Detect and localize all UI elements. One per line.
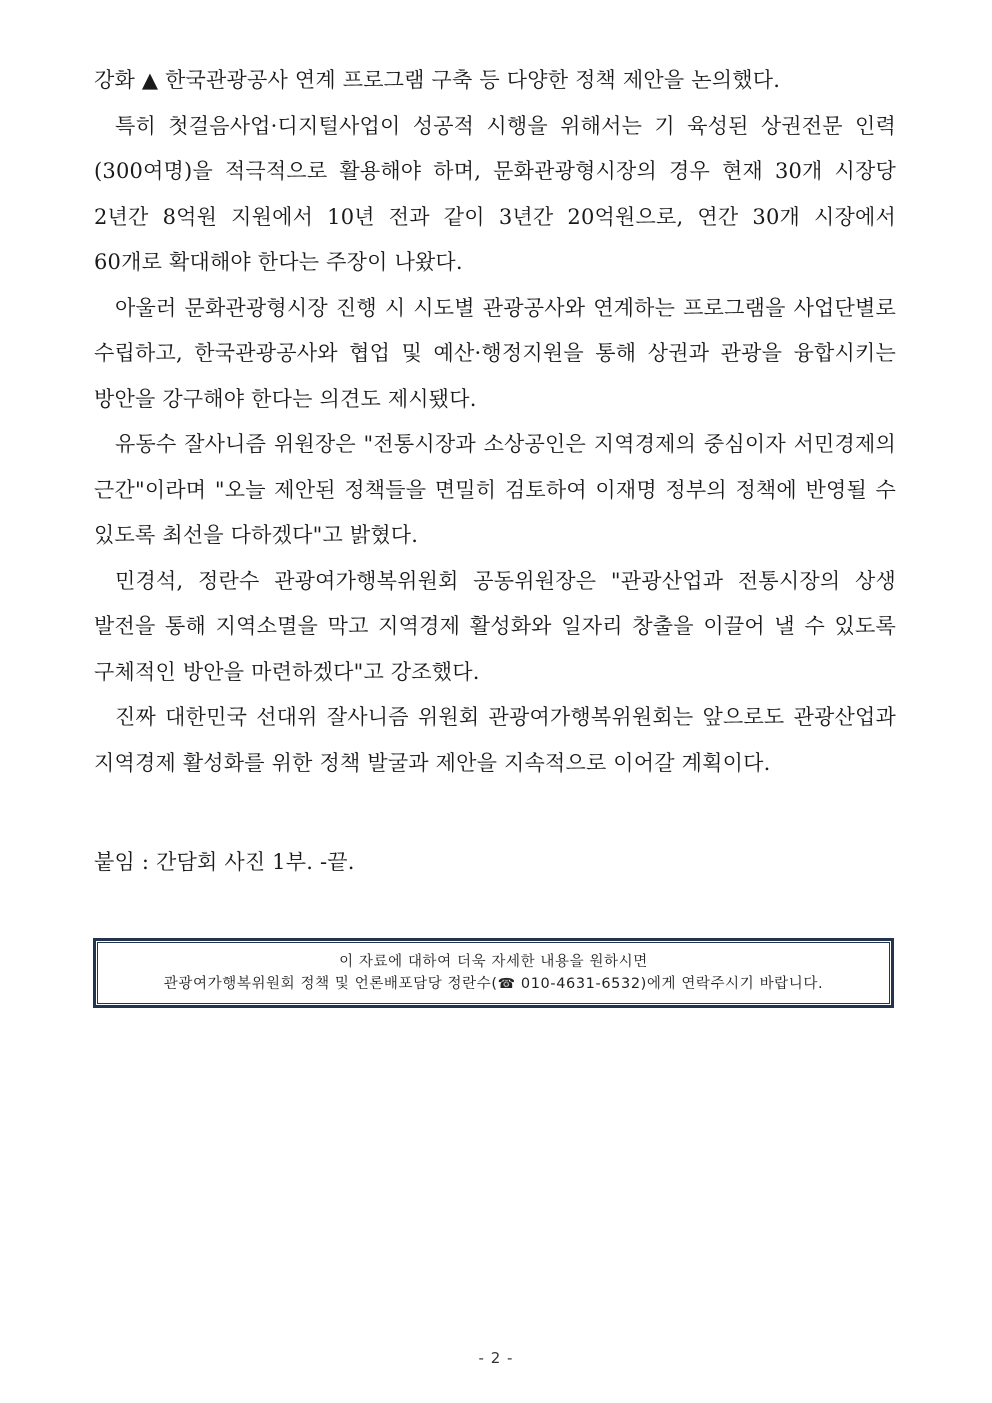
document-body — [94, 58, 896, 786]
body-paragraph-continuation: 강화 ▲ 한국관광공사 연계 프로그램 구축 등 다양한 정책 제안을 논의했다. — [94, 68, 781, 92]
body-paragraph-tourism-link: 아울러 문화관광형시장 진행 시 시도별 관광공사와 연계하는 프로그램을 사업단별로 수립하고, 한국관광공사와 협업 및 예산·행정지원을 통해 상권과 관광을 융합시키는 방안을 강구해야 한다는 의견도 제시됐다. — [94, 295, 896, 411]
page-number: - 2 - — [478, 1349, 514, 1367]
contact-info-box — [93, 938, 894, 1008]
contact-line-2 — [164, 973, 823, 995]
body-paragraph-cochair-quote: 민경석, 정란수 관광여가행복위원회 공동위원장은 "관광산업과 전통시장의 상생 발전을 통해 지역소멸을 막고 지역경제 활성화와 일자리 창출을 이끌어 낼 수 있도록 구체적인 방안을 마련하겠다"고 강조했다. — [94, 568, 896, 684]
body-paragraph-closing: 진짜 대한민국 선대위 잘사니즘 위원회 관광여가행복위원회는 앞으로도 관광산업과 지역경제 활성화를 위한 정책 발굴과 제안을 지속적으로 이어갈 계획이다. — [94, 705, 896, 775]
phone-icon: ☎ — [497, 976, 516, 992]
body-paragraph-chair-quote: 유동수 잘사니즘 위원장은 "전통시장과 소상공인은 지역경제의 중심이자 서민경제의 근간"이라며 "오늘 제안된 정책들을 면밀히 검토하여 이재명 정부의 정책에 반영될 수 있도록 최선을 다하겠다"고 밝혔다. — [94, 432, 896, 547]
contact-prefix: 관광여가행복위원회 정책 및 언론배포담당 정란수( — [163, 976, 498, 992]
body-paragraph-proposal: 특히 첫걸음사업·디지털사업이 성공적 시행을 위해서는 기 육성된 상권전문 인력(300여명)을 적극적으로 활용해야 하며, 문화관광형시장의 경우 현재 30개 시장당 2년간 8억원 지원에서 10년 전과 같이 3년간 20억원으로, 연간 30개 시장에서 60개로 확대해야 한다는 주장이 나왔다. — [94, 113, 896, 274]
contact-line-1: 이 자료에 대하여 더욱 자세한 내용을 원하시면 — [339, 954, 648, 970]
attachment-note: 붙임 : 간담회 사진 1부. -끝. — [94, 850, 355, 874]
contact-suffix: 010-4631-6532)에게 연락주시기 바랍니다. — [515, 976, 824, 992]
